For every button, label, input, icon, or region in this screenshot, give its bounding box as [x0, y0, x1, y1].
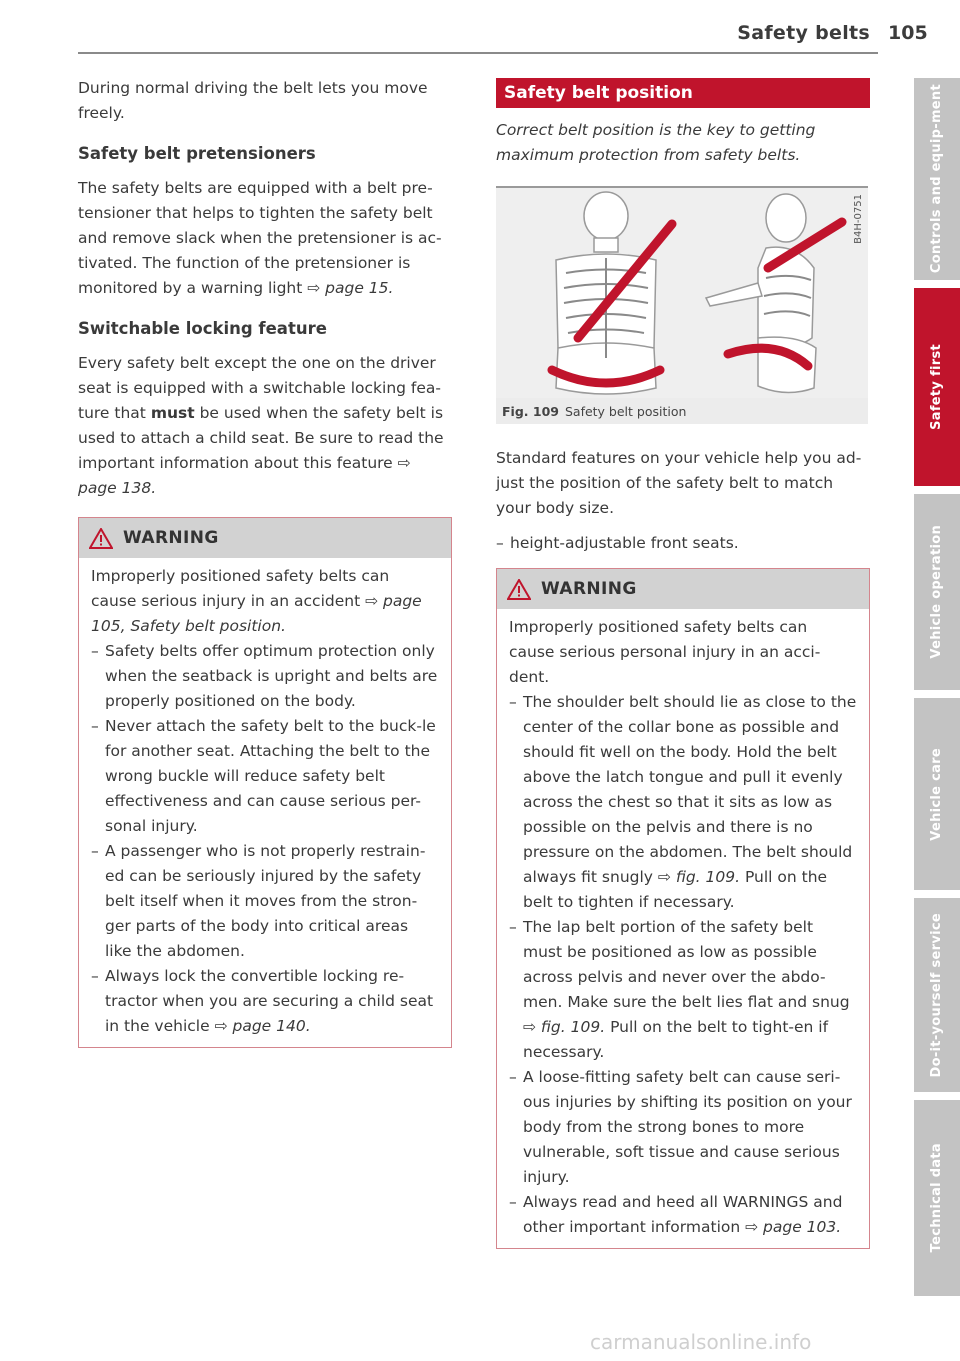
warning-header	[79, 518, 451, 558]
right-column	[496, 78, 870, 1249]
list-item	[91, 964, 439, 1039]
fig-109-link[interactable]: ⇨ fig. 109.	[657, 868, 741, 886]
list-item	[509, 1190, 857, 1240]
section-lead: Correct belt position is the key to getting maximum protection from safety belts.	[496, 121, 816, 164]
tab-vehicle-care[interactable]	[914, 698, 960, 890]
tab-label: Safety first	[929, 344, 944, 430]
warning-triangle-icon	[89, 528, 113, 549]
tab-label: Vehicle care	[929, 747, 944, 841]
watermark: carmanualsonline.info	[590, 1330, 812, 1354]
features-list	[496, 531, 870, 556]
tab-label: Do-it-yourself service	[929, 912, 944, 1078]
page-15-link[interactable]: ⇨ page 15.	[307, 279, 394, 297]
header-rule	[78, 52, 878, 54]
intro-paragraph: During normal driving the belt lets you move freely.	[78, 79, 428, 122]
page-number: 105	[888, 22, 928, 44]
tab-label: Vehicle operation	[929, 525, 944, 659]
locking-text-a: Every safety belt except the one on the driver seat is equipped with a switchable locking fea-ture that	[78, 354, 442, 422]
warning-header	[497, 569, 869, 609]
page-140-link[interactable]: ⇨ page 140.	[214, 1017, 311, 1035]
tab-safety-first[interactable]	[914, 288, 960, 486]
section-title: Safety belt position	[504, 83, 693, 103]
pretensioners-text: The safety belts are equipped with a belt pre-tensioner that helps to tighten the safety belt and remove slack when the pretensioner is ac-tivated. The function of the pretensioner is monitored by a warning light	[78, 179, 442, 297]
tab-label: Controls and equip-ment	[929, 84, 944, 274]
tab-label: Technical data	[929, 1143, 944, 1253]
tab-do-it-yourself-service[interactable]	[914, 898, 960, 1092]
page-138-link[interactable]: ⇨ page 138.	[78, 454, 411, 497]
list-item: – height-adjustable front seats.	[496, 531, 870, 556]
figure-number: Fig. 109	[502, 403, 559, 419]
list-item-tail: Pull on the belt to tight-en if necessary.	[523, 1018, 829, 1061]
warning-title: WARNING	[541, 579, 637, 599]
warning-box-right	[496, 568, 870, 1249]
running-header-title: Safety belts	[737, 22, 870, 44]
locking-paragraph	[78, 351, 452, 501]
standard-features-paragraph: Standard features on your vehicle help you ad-just the position of the safety belt to match your body size.	[496, 449, 862, 517]
list-item	[509, 690, 857, 915]
locking-must: must	[150, 404, 195, 422]
tab-technical-data[interactable]	[914, 1100, 960, 1296]
warning-list	[91, 639, 439, 1039]
page-105-link[interactable]: ⇨ page 105, Safety belt position.	[91, 592, 422, 635]
list-item-text: The lap belt portion of the safety belt must be positioned as low as possible across pelvis and never over the abdo-men. Make sure the belt lies flat and snug	[523, 918, 850, 1011]
list-item	[91, 639, 439, 714]
list-item	[509, 915, 857, 1065]
warning-intro	[91, 564, 439, 639]
section-title-bar	[496, 78, 870, 108]
page-103-link[interactable]: ⇨ page 103.	[745, 1218, 842, 1236]
list-item-text: The shoulder belt should lie as close to the center of the collar bone as possible and should fit well on the body. Hold the belt above the latch tongue and pull it evenly across the chest so that it sits as low as possible on the pelvis and there is no pressure on the abdomen. The belt should always fit snugly	[523, 693, 857, 886]
left-column	[78, 72, 452, 1048]
warning-triangle-icon	[507, 579, 531, 600]
warning-title: WARNING	[123, 528, 219, 548]
tab-vehicle-operation[interactable]	[914, 494, 960, 690]
figure-code: B4H-0751	[853, 194, 864, 244]
skeleton-belt-illustration	[496, 188, 868, 398]
list-item-text: A loose-fitting safety belt can cause seri-ous injuries by shifting its position on your body from the strong bones to more vulnerable, soft tissue and cause serious injury.	[523, 1068, 852, 1186]
list-item-text: Always lock the convertible locking re-tractor when you are securing a child seat in the vehicle	[105, 967, 434, 1035]
warning-intro: Improperly positioned safety belts can cause serious personal injury in an acci-dent.	[509, 618, 821, 686]
list-item	[91, 839, 439, 964]
list-item-text: Always read and heed all WARNINGS and other important information	[523, 1193, 843, 1236]
warning-intro-text: Improperly positioned safety belts can cause serious injury in an accident	[91, 567, 390, 610]
figure-caption	[496, 398, 868, 424]
pretensioners-heading: Safety belt pretensioners	[78, 144, 316, 163]
fig-109-link[interactable]: ⇨ fig. 109.	[523, 1018, 606, 1036]
figure-image	[496, 188, 868, 398]
tab-controls-and-equipment[interactable]	[914, 78, 960, 280]
list-item	[91, 714, 439, 839]
warning-box-left	[78, 517, 452, 1048]
list-item-text: Safety belts offer optimum protection only when the seatback is upright and belts are properly positioned on the body.	[105, 642, 438, 710]
figure-109	[496, 186, 868, 424]
list-item-text: Never attach the safety belt to the buck-le for another seat. Attaching the belt to the wrong buckle will reduce safety belt effectiveness and can cause serious per-sonal injury.	[105, 717, 436, 835]
list-item-tail: Pull on the belt to tighten if necessary.	[523, 868, 828, 911]
list-item	[509, 1065, 857, 1190]
pretensioners-paragraph	[78, 176, 452, 301]
locking-heading: Switchable locking feature	[78, 319, 327, 338]
figure-caption-text: Safety belt position	[564, 403, 687, 419]
warning-list	[509, 690, 857, 1240]
list-item-text: A passenger who is not properly restrain-ed can be seriously injured by the safety belt itself when it moves from the stron-ger parts of the body into critical areas like the abdomen.	[105, 842, 426, 960]
locking-text-b: be used when the safety belt is used to attach a child seat. Be sure to read the important information about this feature	[78, 404, 444, 472]
